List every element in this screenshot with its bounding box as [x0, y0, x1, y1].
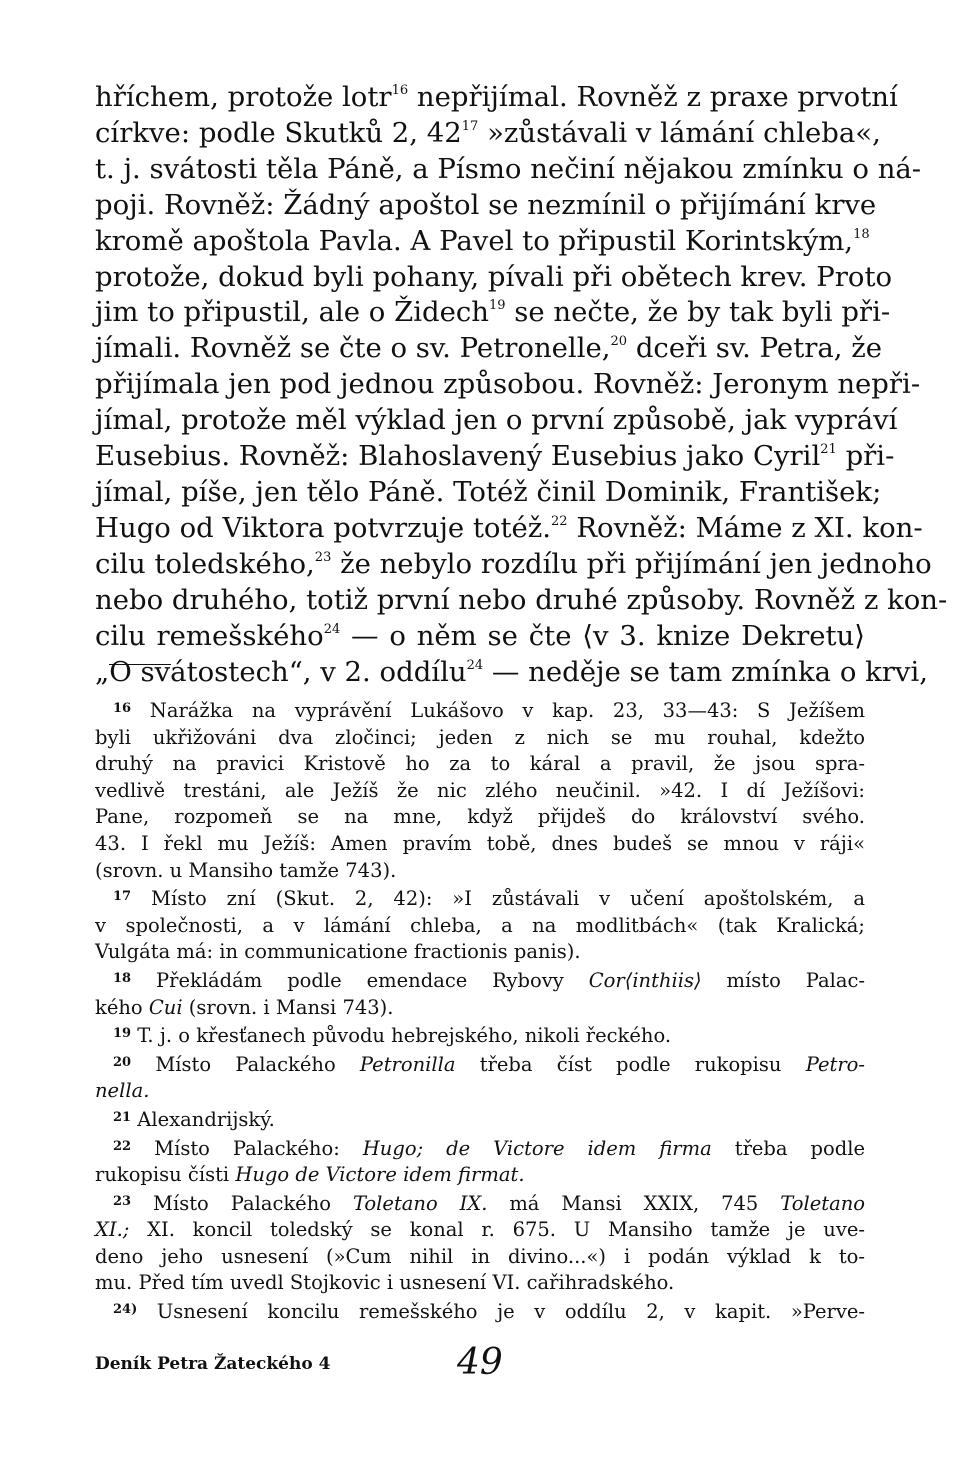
text-line: jímal, protože měl výklad jen o první způsobě, jak vypráví — [95, 404, 898, 437]
footnote-16: $^{16}$ Narážka na vyprávění Lukášovo v kap. 23, 33—43: S Ježíšem — [113, 699, 865, 722]
footnote-number: 19 — [113, 1026, 132, 1042]
text-line: kromě apoštola Pavla. A Pavel to připustil Korintským,$^{18}$ — [95, 224, 870, 257]
footnote-number: 16 — [113, 701, 132, 716]
text-line: cilu remešského$^{24}$ — o něm se čte ⟨v 3. knize Dekretu⟩ — [95, 619, 865, 652]
footnote-line: v společnosti, a v lámání chleba, a na modlitbách« (tak Kralická; — [95, 913, 865, 937]
footnote-24: $^{24)}$ Usnesení koncilu remešského je v oddílu 2, v kapit. »Perve- — [113, 1300, 865, 1324]
text-line: cilu toledského,$^{23}$ že nebylo rozdílu při přijímání jen jednoho — [95, 547, 932, 580]
footnote-line: 43. I řekl mu Ježíš: Amen pravím tobě, dnes budeš se mnou v ráji« — [95, 831, 865, 855]
footnote-line: rukopisu čísti Hugo de Victore idem firmat. — [95, 1163, 525, 1187]
footnote-line: mu. Před tím uvedl Stojkovic i usnesení VI. cařihradského. — [95, 1271, 675, 1295]
text-line: „O svátostech“, v 2. oddílu$^{24}$ — neděje se tam zmínka o krvi, — [95, 655, 928, 688]
footnotes — [95, 696, 865, 1326]
footnote-22: $^{22}$ Místo Palackého: Hugo; de Victore idem firma třeba podle — [113, 1136, 866, 1160]
text-line: Hugo od Viktora potvrzuje totéž.$^{22}$ Rovněž: Máme z XI. kon- — [95, 511, 923, 544]
footnote-number: 21 — [113, 1109, 132, 1125]
text-line: církve: podle Skutků 2, $42^{17}$ »zůstávali v lámání chleba«, — [95, 116, 881, 149]
text-line: Eusebius. Rovněž: Blahoslavený Eusebius jako Cyril$^{21}$ při- — [95, 440, 895, 473]
footnote-ref: 17 — [461, 118, 479, 134]
footnote-number: 20 — [113, 1054, 132, 1070]
footnote-number: 24) — [113, 1302, 138, 1318]
footnote-19: $^{19}$ T. j. o křesťanech původu hebrejského, nikoli řeckého. — [113, 1024, 672, 1048]
footnote-divider — [109, 664, 171, 665]
footnote-20: $^{20}$ Místo Palackého Petronilla třeba číst podle rukopisu Petro- — [113, 1052, 865, 1076]
text-line: jímal, píše, jen tělo Páně. Totéž činil Dominik, František; — [95, 475, 882, 508]
text-line: t. j. svátosti těla Páně, a Písmo nečiní nějakou zmínku o ná- — [95, 152, 922, 185]
text-line: jímali. Rovněž se čte o sv. Petronelle,$^{20}$ dceři sv. Petra, že — [95, 332, 883, 365]
footnote-ref: 23 — [314, 549, 332, 565]
footnote-line: druhý na pravici Kristově ho za to káral a pravil, že jsou spra- — [95, 752, 865, 776]
footnote-line: byli ukřižováni dva zločinci; jeden z nich se mu rouhal, kdežto — [95, 725, 865, 749]
text-line: hříchem, protože lotr$^{16}$ nepřijímal. Rovněž z praxe prvotní — [95, 81, 898, 113]
main-text — [95, 80, 948, 690]
text-line: poji. Rovněž: Žádný apoštol se nezmínil o přijímání krve — [95, 188, 877, 221]
footnote-line: kého Cui (srovn. i Mansi 743). — [95, 995, 394, 1019]
footnote-ref: 20 — [610, 334, 628, 350]
footnote-17: $^{17}$ Místo zní (Skut. 2, 42): »I zůstávali v učení apoštolském, a — [113, 887, 866, 911]
page-number: 49 — [457, 1342, 503, 1383]
footnote-ref: 19 — [488, 298, 506, 314]
footnote-ref: 16 — [391, 83, 409, 98]
footnote-line: (srovn. u Mansiho tamže 743). — [95, 858, 397, 882]
footnote-line: vedlivě trestáni, ale Ježíš že nic zlého neučinil. »42. I dí Ježíšovi: — [95, 778, 865, 802]
footnote-number: 22 — [113, 1138, 132, 1154]
footnote-line: XI.; XI. koncil toledský se konal r. 675. U Mansiho tamže je uve- — [95, 1218, 865, 1242]
footnote-18: $^{18}$ Překládám podle emendace Rybovy Cor⟨inthiis⟩ místo Palac- — [113, 968, 865, 992]
text-line: protože, dokud byli pohany, pívali při obětech krev. Proto — [95, 260, 893, 293]
footnote-ref: 22 — [551, 513, 568, 529]
footnote-number: 17 — [113, 889, 132, 905]
footnote-21: $^{21}$ Alexandrijský. — [113, 1107, 275, 1131]
footnote-ref: 18 — [853, 226, 870, 242]
footnote-line: Vulgáta má: in communicatione fractionis panis). — [95, 940, 581, 964]
text-line: nebo druhého, totiž první nebo druhé způsoby. Rovněž z kon- — [95, 583, 948, 616]
running-footer-title: Deník Petra Žateckého 4 — [95, 1354, 331, 1374]
footnote-number: 23 — [113, 1193, 132, 1209]
footnote-ref: 21 — [820, 442, 837, 458]
text-line: přijímala jen pod jednou způsobou. Rovněž: Jeronym nepři- — [95, 368, 921, 401]
text-line: jim to připustil, ale o Židech$^{19}$ se nečte, že by tak byli při- — [95, 296, 891, 329]
footnote-ref: 24 — [466, 657, 484, 673]
footnote-line: nella. — [95, 1079, 150, 1103]
footnote-number: 18 — [113, 970, 132, 986]
footnote-line: deno jeho usnesení (»Cum nihil in divino...«) i podán výklad k to- — [95, 1244, 865, 1268]
footnote-ref: 24 — [323, 621, 341, 637]
page-footer — [95, 1342, 865, 1390]
footnote-line: Pane, rozpomeň se na mne, když přijdeš do království svého. — [95, 805, 865, 829]
footnote-23: $^{23}$ Místo Palackého Toletano IX. má Mansi XXIX, 745 Toletano — [113, 1191, 866, 1215]
